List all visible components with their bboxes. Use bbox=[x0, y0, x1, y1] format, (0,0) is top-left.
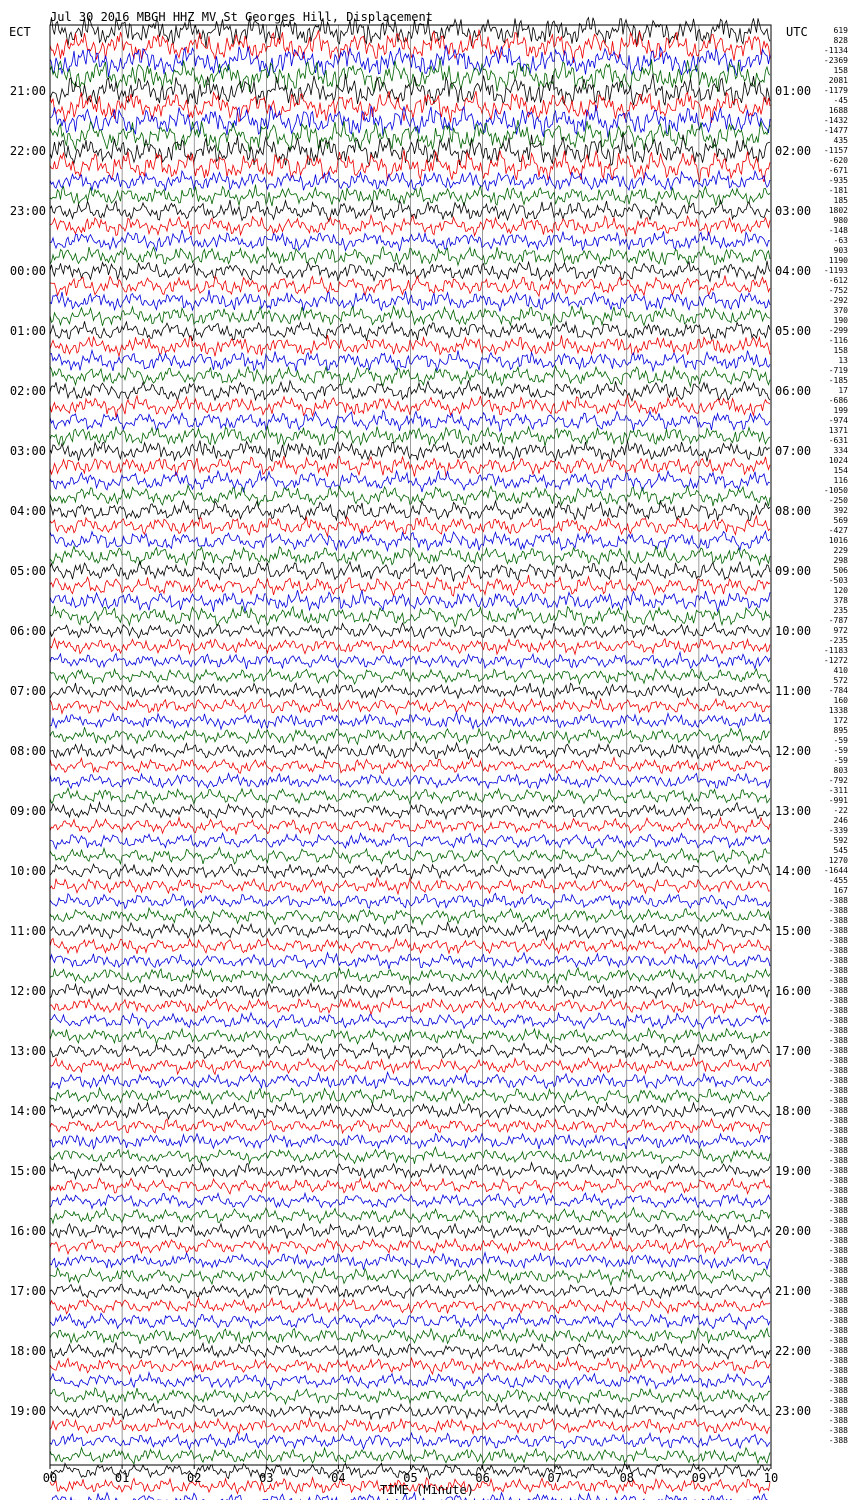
left-hour-label: 05:00 bbox=[9, 564, 46, 578]
seismic-trace bbox=[50, 893, 770, 908]
seismic-trace bbox=[50, 1072, 770, 1088]
trace-offset-label: -388 bbox=[828, 1126, 848, 1135]
trace-offset-label: -148 bbox=[828, 226, 848, 235]
seismic-trace bbox=[50, 1448, 770, 1464]
right-hour-label: 21:00 bbox=[775, 1284, 812, 1298]
trace-offset-label: -388 bbox=[828, 1436, 848, 1445]
right-hour-label: 15:00 bbox=[775, 924, 812, 938]
seismic-trace bbox=[50, 1178, 770, 1194]
trace-offset-label: -388 bbox=[828, 1236, 848, 1245]
trace-offset-label: 298 bbox=[833, 556, 848, 565]
seismic-trace bbox=[50, 908, 770, 924]
x-tick-label: 08 bbox=[619, 1471, 635, 1485]
left-hour-label: 12:00 bbox=[9, 984, 46, 998]
seismic-trace bbox=[50, 171, 770, 191]
trace-offset-label: -388 bbox=[828, 1176, 848, 1185]
right-hour-label: 03:00 bbox=[775, 204, 812, 218]
trace-offset-label: -292 bbox=[828, 296, 848, 305]
trace-offset-label: 1190 bbox=[828, 256, 848, 265]
right-hour-label: 16:00 bbox=[775, 984, 812, 998]
right-hour-label: 04:00 bbox=[775, 264, 812, 278]
trace-offset-label: -45 bbox=[833, 96, 848, 105]
trace-offset-label: -63 bbox=[833, 236, 848, 245]
seismic-trace bbox=[50, 1147, 770, 1164]
seismic-trace bbox=[50, 395, 770, 417]
trace-offset-label: 903 bbox=[833, 246, 848, 255]
seismic-trace bbox=[50, 758, 770, 774]
trace-offset-label: 1802 bbox=[828, 206, 848, 215]
trace-offset-label: -339 bbox=[828, 826, 848, 835]
trace-offset-label: -388 bbox=[828, 1376, 848, 1385]
trace-offset-label: -388 bbox=[828, 1396, 848, 1405]
seismic-trace bbox=[50, 350, 770, 371]
seismic-trace bbox=[50, 485, 770, 506]
left-hour-label: 16:00 bbox=[9, 1224, 46, 1238]
seismic-trace bbox=[50, 1418, 770, 1434]
trace-offset-label: 370 bbox=[833, 306, 848, 315]
trace-offset-label: -388 bbox=[828, 1196, 848, 1205]
trace-offset-label: -388 bbox=[828, 1386, 848, 1395]
trace-offset-label: -388 bbox=[828, 1346, 848, 1355]
trace-offset-label: -388 bbox=[828, 956, 848, 965]
seismic-trace bbox=[50, 471, 770, 493]
trace-offset-label: -311 bbox=[828, 786, 848, 795]
left-hour-label: 03:00 bbox=[9, 444, 46, 458]
trace-offset-label: -388 bbox=[828, 1086, 848, 1095]
seismic-trace bbox=[50, 276, 770, 297]
trace-offset-label: -22 bbox=[833, 806, 848, 815]
trace-offset-label: -935 bbox=[828, 176, 848, 185]
seismic-trace bbox=[50, 1163, 770, 1180]
trace-offset-label: -388 bbox=[828, 976, 848, 985]
left-hour-label: 09:00 bbox=[9, 804, 46, 818]
right-hour-label: 18:00 bbox=[775, 1104, 812, 1118]
seismic-trace bbox=[50, 1223, 770, 1239]
chart-title: Jul 30 2016 MBGH HHZ MV St Georges Hill, Displacement bbox=[50, 10, 433, 24]
trace-offset-label: -388 bbox=[828, 1136, 848, 1145]
x-tick-label: 10 bbox=[763, 1471, 779, 1485]
trace-offset-label: 13 bbox=[838, 356, 848, 365]
trace-offset-label: -388 bbox=[828, 1016, 848, 1025]
seismic-trace bbox=[50, 1357, 770, 1374]
seismic-trace bbox=[50, 652, 770, 669]
seismic-trace bbox=[50, 1103, 770, 1119]
trace-offset-label: 378 bbox=[833, 596, 848, 605]
trace-offset-label: -787 bbox=[828, 616, 848, 625]
left-hour-label: 04:00 bbox=[9, 504, 46, 518]
grid-lines bbox=[122, 25, 699, 1465]
left-hour-label: 10:00 bbox=[9, 864, 46, 878]
seismic-trace bbox=[50, 938, 770, 953]
trace-offset-label: -1183 bbox=[823, 646, 848, 655]
seismic-trace bbox=[50, 200, 770, 221]
x-tick-label: 00 bbox=[42, 1471, 58, 1485]
trace-offset-label: -388 bbox=[828, 1356, 848, 1365]
trace-offset-label: 158 bbox=[833, 66, 848, 75]
trace-offset-label: 2081 bbox=[828, 76, 848, 85]
trace-offset-label: -388 bbox=[828, 1096, 848, 1105]
trace-offset-label: -388 bbox=[828, 1006, 848, 1015]
left-hour-label: 06:00 bbox=[9, 624, 46, 638]
trace-offset-label: 120 bbox=[833, 586, 848, 595]
trace-offset-label: -752 bbox=[828, 286, 848, 295]
left-hour-label: 13:00 bbox=[9, 1044, 46, 1058]
seismic-trace bbox=[50, 590, 770, 612]
left-hour-label: 15:00 bbox=[9, 1164, 46, 1178]
seismic-trace bbox=[50, 575, 770, 596]
trace-offset-label: 545 bbox=[833, 846, 848, 855]
seismic-trace bbox=[50, 1388, 770, 1404]
trace-offset-label: -792 bbox=[828, 776, 848, 785]
trace-offset-label: -59 bbox=[833, 736, 848, 745]
trace-offset-label: 334 bbox=[833, 446, 848, 455]
trace-offset-label: -388 bbox=[828, 1036, 848, 1045]
trace-offset-label: -116 bbox=[828, 336, 848, 345]
right-hour-label: 08:00 bbox=[775, 504, 812, 518]
seismic-trace bbox=[50, 818, 770, 834]
trace-offset-label: -59 bbox=[833, 756, 848, 765]
trace-offset-label: 158 bbox=[833, 346, 848, 355]
trace-offset-label: 506 bbox=[833, 566, 848, 575]
trace-offset-label: -1179 bbox=[823, 86, 848, 95]
x-tick-label: 09 bbox=[691, 1471, 707, 1485]
trace-offset-label: 160 bbox=[833, 696, 848, 705]
left-hour-label: 01:00 bbox=[9, 324, 46, 338]
seismic-trace bbox=[50, 366, 770, 386]
left-hour-label: 00:00 bbox=[9, 264, 46, 278]
seismic-trace bbox=[50, 261, 770, 282]
trace-offset-label: 235 bbox=[833, 606, 848, 615]
trace-offset-label: -2369 bbox=[823, 56, 848, 65]
trace-offset-label: -388 bbox=[828, 986, 848, 995]
seismic-trace bbox=[50, 953, 770, 969]
trace-offset-label: -388 bbox=[828, 1066, 848, 1075]
right-hour-label: 22:00 bbox=[775, 1344, 812, 1358]
trace-offset-label: -388 bbox=[828, 1256, 848, 1265]
seismic-trace bbox=[50, 727, 770, 744]
trace-offset-label: -974 bbox=[828, 416, 848, 425]
trace-offset-label: -719 bbox=[828, 366, 848, 375]
trace-offset-label: -1272 bbox=[823, 656, 848, 665]
right-hour-label: 02:00 bbox=[775, 144, 812, 158]
trace-offset-label: -671 bbox=[828, 166, 848, 175]
trace-offset-label: -250 bbox=[828, 496, 848, 505]
left-hour-label: 22:00 bbox=[9, 144, 46, 158]
trace-offset-label: 619 bbox=[833, 26, 848, 35]
left-hour-label: 14:00 bbox=[9, 1104, 46, 1118]
trace-offset-label: -388 bbox=[828, 1266, 848, 1275]
trace-offset-label: -181 bbox=[828, 186, 848, 195]
trace-offset-label: -388 bbox=[828, 1146, 848, 1155]
seismic-trace bbox=[50, 561, 770, 581]
seismic-trace bbox=[50, 1058, 770, 1074]
trace-offset-label: -59 bbox=[833, 746, 848, 755]
trace-offset-label: -388 bbox=[828, 1286, 848, 1295]
trace-offset-label: -455 bbox=[828, 876, 848, 885]
x-tick-label: 06 bbox=[475, 1471, 490, 1485]
trace-offset-label: -388 bbox=[828, 1216, 848, 1225]
right-hour-label: 23:00 bbox=[775, 1404, 812, 1418]
seismic-trace bbox=[50, 1268, 770, 1285]
seismic-trace bbox=[50, 833, 770, 849]
trace-offset-label: -388 bbox=[828, 906, 848, 915]
trace-offset-label: -388 bbox=[828, 1026, 848, 1035]
seismic-trace bbox=[50, 1013, 770, 1029]
right-hour-label: 17:00 bbox=[775, 1044, 812, 1058]
trace-offset-label: 1016 bbox=[828, 536, 848, 545]
seismic-trace bbox=[50, 1043, 770, 1059]
trace-offset-label: -1134 bbox=[823, 46, 848, 55]
seismic-trace bbox=[50, 669, 770, 684]
trace-offset-label: -620 bbox=[828, 156, 848, 165]
trace-offset-label: -612 bbox=[828, 276, 848, 285]
right-hour-label: 11:00 bbox=[775, 684, 812, 698]
trace-offset-label: -388 bbox=[828, 1106, 848, 1115]
trace-offset-label: 895 bbox=[833, 726, 848, 735]
x-tick-labels bbox=[43, 1465, 778, 1485]
seismic-trace bbox=[50, 1313, 770, 1329]
trace-offset-label: -185 bbox=[828, 376, 848, 385]
trace-offset-label: -388 bbox=[828, 1336, 848, 1345]
seismic-trace bbox=[50, 923, 770, 940]
right-timezone-label: UTC bbox=[786, 25, 808, 39]
seismic-trace bbox=[50, 698, 770, 714]
trace-offset-label: -388 bbox=[828, 1056, 848, 1065]
seismic-trace bbox=[50, 1298, 770, 1314]
trace-offset-label: -388 bbox=[828, 1316, 848, 1325]
trace-offset-label: -1157 bbox=[823, 146, 848, 155]
trace-offset-label: -388 bbox=[828, 926, 848, 935]
seismic-trace bbox=[50, 1028, 770, 1044]
x-tick-label: 05 bbox=[403, 1471, 418, 1485]
trace-offset-label: 229 bbox=[833, 546, 848, 555]
trace-offset-label: -388 bbox=[828, 1206, 848, 1215]
right-hour-labels bbox=[775, 84, 811, 1418]
right-hour-label: 01:00 bbox=[775, 84, 812, 98]
trace-offset-label: -388 bbox=[828, 1406, 848, 1415]
trace-offset-label: -388 bbox=[828, 916, 848, 925]
right-hour-label: 19:00 bbox=[775, 1164, 812, 1178]
seismic-trace bbox=[50, 1193, 770, 1208]
right-hour-label: 07:00 bbox=[775, 444, 812, 458]
trace-offset-label: 1338 bbox=[828, 706, 848, 715]
trace-offset-label: 116 bbox=[833, 476, 848, 485]
trace-offset-label: 392 bbox=[833, 506, 848, 515]
right-hour-label: 20:00 bbox=[775, 1224, 812, 1238]
trace-offset-label: -388 bbox=[828, 1366, 848, 1375]
left-hour-labels bbox=[10, 84, 46, 1418]
left-hour-label: 17:00 bbox=[9, 1284, 46, 1298]
right-hour-label: 09:00 bbox=[775, 564, 812, 578]
seismic-trace bbox=[50, 1328, 770, 1344]
trace-offset-label: -388 bbox=[828, 1276, 848, 1285]
trace-offset-label: 1688 bbox=[828, 106, 848, 115]
right-hour-label: 10:00 bbox=[775, 624, 812, 638]
trace-offset-label: -388 bbox=[828, 896, 848, 905]
seismic-trace bbox=[50, 531, 770, 551]
trace-offset-label: 190 bbox=[833, 316, 848, 325]
trace-offset-label: -388 bbox=[828, 1076, 848, 1085]
trace-offset-label: 246 bbox=[833, 816, 848, 825]
trace-offset-label: -388 bbox=[828, 996, 848, 1005]
trace-offset-label: 569 bbox=[833, 516, 848, 525]
trace-offset-label: -1050 bbox=[823, 486, 848, 495]
trace-offset-label: 592 bbox=[833, 836, 848, 845]
seismic-trace bbox=[50, 1373, 770, 1390]
left-hour-label: 21:00 bbox=[9, 84, 46, 98]
right-hour-label: 14:00 bbox=[775, 864, 812, 878]
trace-offset-label: 154 bbox=[833, 466, 848, 475]
seismic-trace bbox=[50, 380, 770, 401]
seismic-trace bbox=[50, 321, 770, 341]
trace-offset-label: -388 bbox=[828, 1416, 848, 1425]
seismic-trace bbox=[50, 683, 770, 699]
right-hour-label: 12:00 bbox=[775, 744, 812, 758]
trace-offset-label: -991 bbox=[828, 796, 848, 805]
trace-offset-label: -784 bbox=[828, 686, 848, 695]
trace-offset-label: -1432 bbox=[823, 116, 848, 125]
left-hour-label: 11:00 bbox=[9, 924, 46, 938]
trace-offset-label: -388 bbox=[828, 1156, 848, 1165]
seismic-trace bbox=[50, 773, 770, 788]
left-hour-label: 19:00 bbox=[9, 1404, 46, 1418]
x-tick-label: 07 bbox=[547, 1471, 562, 1485]
seismic-trace bbox=[50, 290, 770, 312]
seismic-trace bbox=[50, 1237, 770, 1254]
trace-offset-label: -299 bbox=[828, 326, 848, 335]
trace-offset-label: 199 bbox=[833, 406, 848, 415]
left-hour-label: 08:00 bbox=[9, 744, 46, 758]
seismic-trace bbox=[50, 1433, 770, 1449]
seismic-trace bbox=[50, 863, 770, 879]
seismic-trace bbox=[50, 743, 770, 760]
x-axis-label: TIME (Minute) bbox=[380, 1483, 474, 1497]
x-tick-label: 01 bbox=[114, 1471, 130, 1485]
trace-offset-label: -1193 bbox=[823, 266, 848, 275]
right-hour-label: 06:00 bbox=[775, 384, 812, 398]
trace-offset-label: 172 bbox=[833, 716, 848, 725]
trace-offset-label: -388 bbox=[828, 946, 848, 955]
seismic-trace bbox=[50, 306, 770, 326]
seismic-trace bbox=[50, 246, 770, 265]
seismic-trace bbox=[50, 1134, 770, 1150]
trace-offset-label: 435 bbox=[833, 136, 848, 145]
trace-offset-label: 410 bbox=[833, 666, 848, 675]
trace-offset-label: 1270 bbox=[828, 856, 848, 865]
x-tick-label: 04 bbox=[331, 1471, 346, 1485]
seismic-trace bbox=[50, 639, 770, 655]
trace-offset-label: -388 bbox=[828, 1326, 848, 1335]
trace-offset-label: -388 bbox=[828, 936, 848, 945]
trace-offset-label: -388 bbox=[828, 1306, 848, 1315]
right-hour-label: 13:00 bbox=[775, 804, 812, 818]
x-tick-label: 02 bbox=[186, 1471, 202, 1485]
trace-offset-label: 828 bbox=[833, 36, 848, 45]
seismic-trace bbox=[50, 441, 770, 462]
trace-offset-label: 167 bbox=[833, 886, 848, 895]
seismic-trace bbox=[50, 983, 770, 1000]
trace-offset-label: -388 bbox=[828, 1116, 848, 1125]
x-tick-label: 03 bbox=[259, 1471, 274, 1485]
trace-offset-label: -235 bbox=[828, 636, 848, 645]
trace-offset-label: -1644 bbox=[823, 866, 848, 875]
trace-offset-label: -503 bbox=[828, 576, 848, 585]
trace-offset-label: 972 bbox=[833, 626, 848, 635]
seismic-trace bbox=[50, 878, 770, 894]
seismic-trace bbox=[50, 546, 770, 565]
left-hour-label: 23:00 bbox=[9, 204, 46, 218]
trace-offset-label: -388 bbox=[828, 1246, 848, 1255]
trace-offset-label: 185 bbox=[833, 196, 848, 205]
trace-offset-label: -427 bbox=[828, 526, 848, 535]
seismic-trace bbox=[50, 606, 770, 627]
trace-offset-label: -388 bbox=[828, 1426, 848, 1435]
left-timezone-label: ECT bbox=[9, 25, 31, 39]
trace-offset-label: 980 bbox=[833, 216, 848, 225]
trace-offset-label: 1371 bbox=[828, 426, 848, 435]
trace-group bbox=[50, 17, 770, 1500]
trace-offset-label: 17 bbox=[838, 386, 848, 395]
seismic-trace bbox=[50, 335, 770, 356]
seismic-trace bbox=[50, 848, 770, 865]
trace-offset-label: 803 bbox=[833, 766, 848, 775]
trace-offset-label: -686 bbox=[828, 396, 848, 405]
seismic-trace bbox=[50, 516, 770, 536]
trace-offset-label: -1477 bbox=[823, 126, 848, 135]
left-hour-label: 02:00 bbox=[9, 384, 46, 398]
seismic-trace bbox=[50, 1088, 770, 1105]
right-hour-label: 05:00 bbox=[775, 324, 812, 338]
trace-offset-label: -388 bbox=[828, 1296, 848, 1305]
seismic-trace bbox=[50, 1343, 770, 1359]
trace-offset-label: -631 bbox=[828, 436, 848, 445]
seismic-trace bbox=[50, 1119, 770, 1133]
trace-offset-label: -388 bbox=[828, 1186, 848, 1195]
seismic-trace bbox=[50, 998, 770, 1015]
seismic-trace bbox=[50, 1403, 770, 1420]
left-hour-label: 07:00 bbox=[9, 684, 46, 698]
seismic-trace bbox=[50, 712, 770, 729]
trace-offset-label: 572 bbox=[833, 676, 848, 685]
trace-offset-label: -388 bbox=[828, 1166, 848, 1175]
seismic-trace bbox=[50, 788, 770, 804]
trace-offset-label: -388 bbox=[828, 1226, 848, 1235]
trace-offset-labels bbox=[824, 26, 848, 1445]
trace-offset-label: -388 bbox=[828, 1046, 848, 1055]
seismic-trace bbox=[50, 1208, 770, 1224]
trace-offset-label: 1024 bbox=[828, 456, 848, 465]
seismic-trace bbox=[50, 1284, 770, 1298]
seismic-trace bbox=[50, 1253, 770, 1270]
trace-offset-label: -388 bbox=[828, 966, 848, 975]
seismic-trace bbox=[50, 623, 770, 639]
left-hour-label: 18:00 bbox=[9, 1344, 46, 1358]
seismic-trace bbox=[50, 968, 770, 985]
